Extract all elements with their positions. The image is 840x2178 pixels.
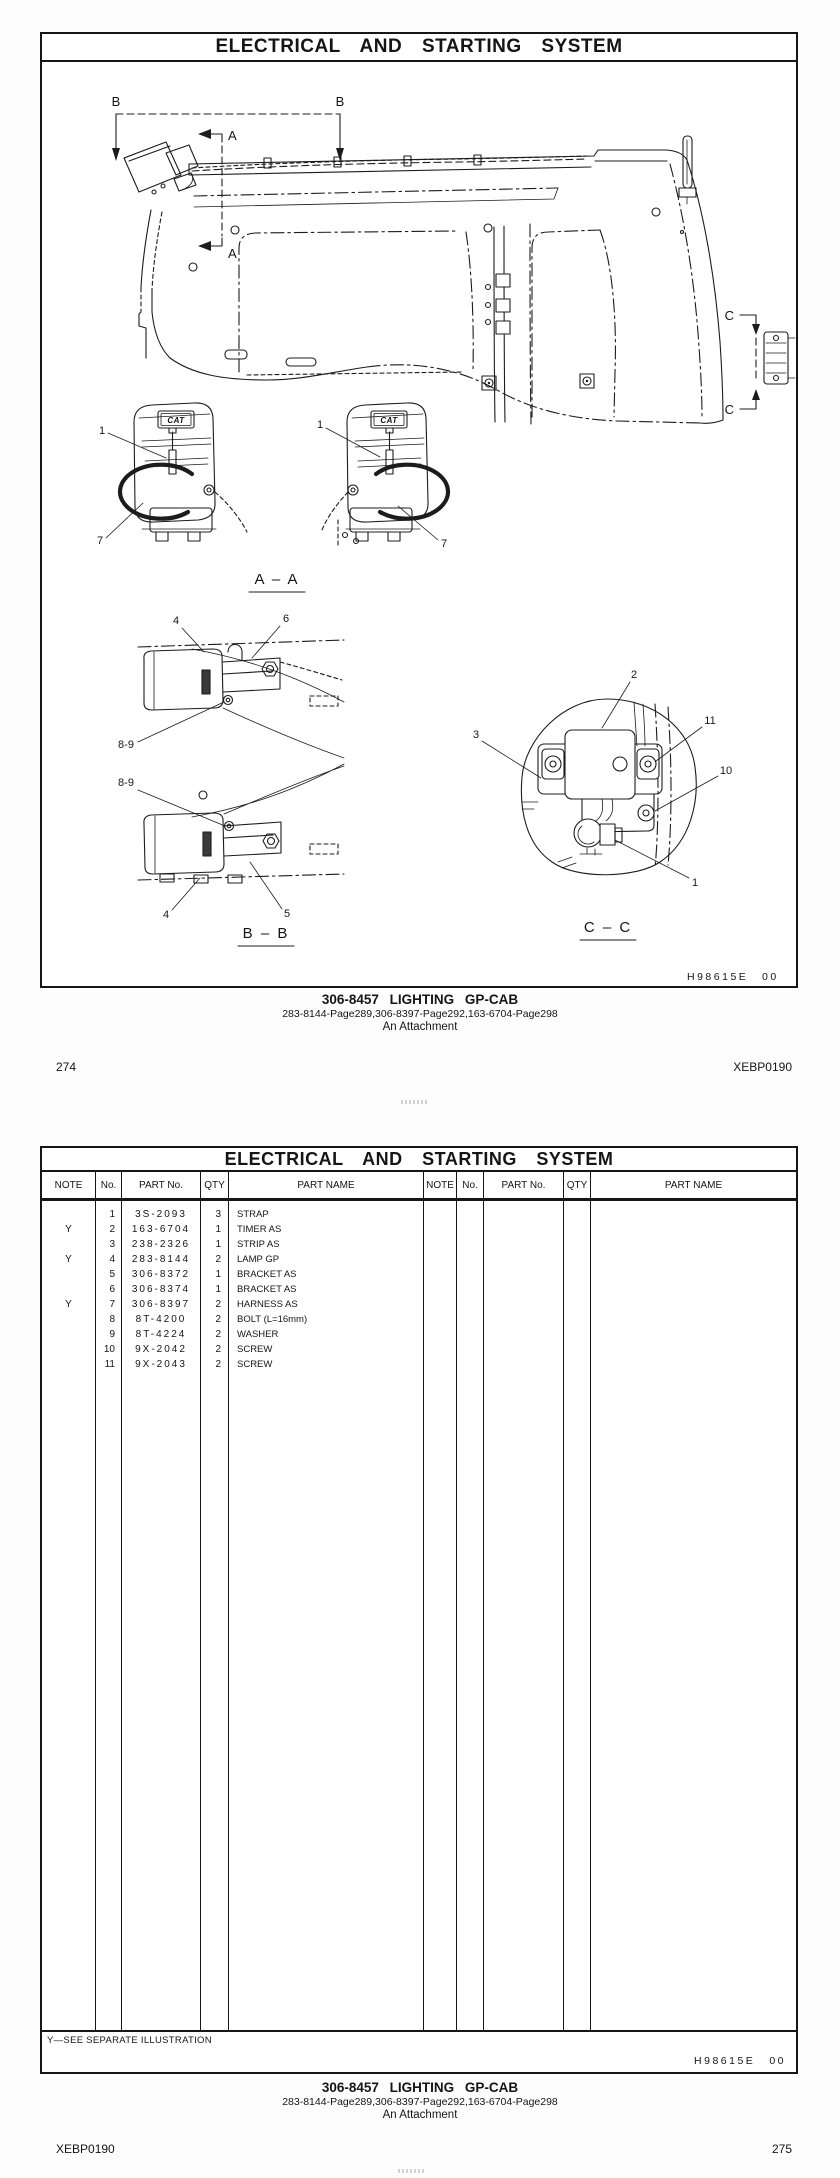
doc-code-block (694, 2055, 786, 2067)
cell-empty (424, 1312, 457, 1327)
caption-note: An Attachment (382, 1021, 458, 1033)
cell-no: 8 (96, 1312, 122, 1327)
page1-caption (0, 992, 840, 1033)
cell-name: STRAP (229, 1207, 424, 1222)
page1-footer (0, 1060, 840, 1076)
cell-empty (457, 1357, 484, 1372)
col-header-name-2: PART NAME (664, 1179, 723, 1191)
cell-note (42, 1282, 96, 1297)
page2-sheet (40, 1146, 798, 2074)
col-header-name: PART NAME (229, 1172, 424, 1198)
cell-empty (457, 1297, 484, 1312)
cell-empty (424, 1222, 457, 1237)
cell-empty (201, 1372, 229, 2030)
col-header-note-2: NOTE (424, 1172, 457, 1198)
caption-note: An Attachment (382, 2109, 458, 2121)
cell-note (42, 1237, 96, 1252)
cell-note: Y (42, 1252, 96, 1267)
cell-empty (96, 1372, 122, 2030)
cell-no: 6 (96, 1282, 122, 1297)
cell-qty: 1 (201, 1222, 229, 1237)
cell-qty: 1 (201, 1237, 229, 1252)
cat-logo-right-lamp: CAT (380, 416, 398, 425)
cell-part: 306-8372 (122, 1267, 201, 1282)
cell-empty (484, 1342, 564, 1357)
cell-empty (457, 1312, 484, 1327)
cell-empty (484, 1357, 564, 1372)
col-header-part-2: PART No. (484, 1172, 564, 1198)
table-row (42, 1252, 796, 1267)
print-artifact (401, 1100, 428, 1104)
callout-7-left-lamp: 7 (96, 535, 104, 547)
cell-empty (591, 1237, 796, 1252)
cell-empty (564, 1327, 591, 1342)
cell-empty (484, 1372, 564, 2030)
cell-empty (457, 1252, 484, 1267)
cell-no: 4 (96, 1252, 122, 1267)
caption-title: 306-8457 LIGHTING GP-CAB (321, 992, 519, 1007)
cell-part: 306-8397 (122, 1297, 201, 1312)
cell-no: 5 (96, 1267, 122, 1282)
section-marker-c (725, 308, 795, 417)
cell-empty (564, 1342, 591, 1357)
section-marker-a (198, 128, 237, 261)
cell-no: 10 (96, 1342, 122, 1357)
cell-empty (591, 1327, 796, 1342)
cell-empty (457, 1237, 484, 1252)
section-label-aa: A – A (254, 571, 300, 588)
cell-note: Y (42, 1222, 96, 1237)
cell-qty: 2 (201, 1297, 229, 1312)
cell-empty (484, 1312, 564, 1327)
view-c-c (473, 669, 732, 940)
cell-name: SCREW (229, 1342, 424, 1357)
page2-footer (0, 2142, 840, 2158)
cell-empty (484, 1252, 564, 1267)
doc-code: H98615E (687, 971, 749, 983)
cell-empty (484, 1222, 564, 1237)
cell-empty (424, 1372, 457, 2030)
cell-empty (564, 1357, 591, 1372)
callout-2: 2 (630, 669, 638, 681)
cell-empty (457, 1327, 484, 1342)
marker-b-right: B (335, 94, 345, 109)
table-row (42, 1297, 796, 1312)
cell-qty: 2 (201, 1252, 229, 1267)
cell-note (42, 1342, 96, 1357)
cell-empty (484, 1267, 564, 1282)
cell-empty (564, 1252, 591, 1267)
cell-empty (424, 1267, 457, 1282)
doc-id: XEBP0190 (56, 2142, 115, 2156)
cell-qty: 3 (201, 1207, 229, 1222)
cell-part: 8T-4224 (122, 1327, 201, 1342)
table-row (42, 1342, 796, 1357)
cell-empty (564, 1222, 591, 1237)
cell-empty (457, 1222, 484, 1237)
page2-caption (0, 2080, 840, 2121)
callout-4-bottom: 4 (162, 909, 170, 921)
marker-b-left: B (111, 94, 121, 109)
cell-empty (42, 1372, 96, 2030)
cell-empty (591, 1207, 796, 1222)
cell-no: 3 (96, 1237, 122, 1252)
doc-id: XEBP0190 (733, 1060, 792, 1074)
cell-part: 8T-4200 (122, 1312, 201, 1327)
cell-qty: 2 (201, 1357, 229, 1372)
cell-qty: 1 (201, 1267, 229, 1282)
cell-empty (484, 1327, 564, 1342)
callout-5: 5 (283, 908, 291, 920)
callout-4-top: 4 (172, 615, 180, 627)
marker-c-bottom: C (724, 402, 734, 417)
table-row (42, 1222, 796, 1237)
cab-line-art (124, 136, 723, 424)
cell-note (42, 1207, 96, 1222)
page1-title: ELECTRICAL AND STARTING SYSTEM (42, 34, 796, 62)
cell-empty (424, 1297, 457, 1312)
cell-name: BOLT (L=16mm) (229, 1312, 424, 1327)
cell-name: TIMER AS (229, 1222, 424, 1237)
callout-1-cc: 1 (691, 877, 699, 889)
cell-empty (424, 1252, 457, 1267)
view-a-a (97, 403, 448, 592)
cell-empty (424, 1282, 457, 1297)
cat-logo-left-lamp: CAT (167, 416, 185, 425)
print-artifact (398, 2169, 425, 2173)
page1-sheet (40, 32, 798, 988)
cell-empty (564, 1282, 591, 1297)
cell-empty (457, 1267, 484, 1282)
cell-part: 238-2326 (122, 1237, 201, 1252)
footnote-text: Y—SEE SEPARATE ILLUSTRATION (47, 2035, 212, 2046)
page-number: 274 (56, 1060, 77, 1074)
doc-code: H98615E (694, 2055, 756, 2067)
callout-11: 11 (704, 715, 716, 727)
cell-empty (564, 1237, 591, 1252)
table-row (42, 1372, 796, 2030)
parts-table-header (42, 1172, 796, 1201)
cell-empty (424, 1207, 457, 1222)
marker-a-top: A (228, 128, 237, 143)
cell-part: 306-8374 (122, 1282, 201, 1297)
cell-name: SCREW (229, 1357, 424, 1372)
cell-note (42, 1357, 96, 1372)
cell-empty (424, 1342, 457, 1357)
table-row (42, 1207, 796, 1222)
cell-empty (591, 1282, 796, 1297)
caption-title: 306-8457 LIGHTING GP-CAB (321, 2080, 519, 2095)
table-row (42, 1312, 796, 1327)
section-label-cc: C – C (583, 919, 633, 936)
parts-table-footnote (42, 2030, 796, 2072)
cell-part: 163-6704 (122, 1222, 201, 1237)
caption-refs: 283-8144-Page289,306-8397-Page292,163-6704-Page298 (282, 1008, 558, 1020)
callout-3: 3 (472, 729, 480, 741)
col-header-no-2: No. (457, 1172, 484, 1198)
cell-name: BRACKET AS (229, 1282, 424, 1297)
cell-no: 1 (96, 1207, 122, 1222)
cell-empty (484, 1282, 564, 1297)
cell-empty (564, 1297, 591, 1312)
marker-c-top: C (724, 308, 734, 323)
cell-note (42, 1267, 96, 1282)
cell-no: 7 (96, 1297, 122, 1312)
cell-empty (229, 1372, 424, 2030)
cell-name: STRIP AS (229, 1237, 424, 1252)
cell-note (42, 1312, 96, 1327)
caption-refs: 283-8144-Page289,306-8397-Page292,163-6704-Page298 (282, 2096, 558, 2108)
table-row (42, 1237, 796, 1252)
cell-part: 9X-2043 (122, 1357, 201, 1372)
cell-empty (424, 1357, 457, 1372)
cell-empty (484, 1207, 564, 1222)
cell-no: 9 (96, 1327, 122, 1342)
cell-no: 11 (96, 1357, 122, 1372)
cell-empty (591, 1372, 796, 2030)
doc-rev: 00 (762, 971, 779, 983)
cell-empty (564, 1207, 591, 1222)
cell-name: LAMP GP (229, 1252, 424, 1267)
cell-qty: 2 (201, 1342, 229, 1357)
cell-empty (424, 1327, 457, 1342)
cell-empty (591, 1297, 796, 1312)
callout-8-9-bottom: 8-9 (118, 777, 134, 789)
cell-empty (484, 1297, 564, 1312)
cell-part: 283-8144 (122, 1252, 201, 1267)
callout-6: 6 (282, 613, 290, 625)
cell-empty (424, 1237, 457, 1252)
callout-8-9-top: 8-9 (118, 739, 134, 751)
col-header-qty-2: QTY (564, 1172, 591, 1198)
cell-note: Y (42, 1297, 96, 1312)
cell-qty: 2 (201, 1312, 229, 1327)
col-header-note: NOTE (42, 1172, 96, 1198)
cell-empty (457, 1282, 484, 1297)
section-label-bb: B – B (242, 925, 290, 942)
page2-title: ELECTRICAL AND STARTING SYSTEM (42, 1148, 796, 1172)
cell-empty (564, 1267, 591, 1282)
cell-empty (484, 1237, 564, 1252)
callout-7-right-lamp: 7 (440, 538, 448, 550)
cell-empty (122, 1372, 201, 2030)
cell-empty (591, 1342, 796, 1357)
cell-empty (457, 1372, 484, 2030)
cell-empty (591, 1267, 796, 1282)
doc-rev: 00 (769, 2055, 786, 2067)
callout-1-left-lamp: 1 (98, 425, 106, 437)
cell-no: 2 (96, 1222, 122, 1237)
doc-code-block (687, 971, 779, 983)
parts-diagram (42, 62, 796, 986)
cell-empty (591, 1252, 796, 1267)
cell-empty (457, 1342, 484, 1357)
page-number: 275 (771, 2142, 792, 2156)
cell-part: 3S-2093 (122, 1207, 201, 1222)
marker-a-bottom: A (228, 246, 237, 261)
cell-empty (591, 1357, 796, 1372)
cell-empty (591, 1222, 796, 1237)
cell-part: 9X-2042 (122, 1342, 201, 1357)
parts-table-body (42, 1201, 796, 2030)
cell-qty: 1 (201, 1282, 229, 1297)
callout-10: 10 (719, 765, 733, 777)
cell-empty (457, 1207, 484, 1222)
cell-qty: 2 (201, 1327, 229, 1342)
col-header-part: PART No. (122, 1172, 201, 1198)
callout-1-right-lamp: 1 (316, 419, 324, 431)
cell-name: HARNESS AS (229, 1297, 424, 1312)
cell-name: BRACKET AS (229, 1267, 424, 1282)
cell-empty (591, 1312, 796, 1327)
table-row (42, 1282, 796, 1297)
col-header-qty: QTY (201, 1172, 229, 1198)
cell-empty (564, 1312, 591, 1327)
table-row (42, 1267, 796, 1282)
table-row (42, 1357, 796, 1372)
view-b-b (118, 613, 344, 946)
table-row (42, 1327, 796, 1342)
cell-empty (564, 1372, 591, 2030)
cell-name: WASHER (229, 1327, 424, 1342)
cell-note (42, 1327, 96, 1342)
col-header-no: No. (96, 1172, 122, 1198)
